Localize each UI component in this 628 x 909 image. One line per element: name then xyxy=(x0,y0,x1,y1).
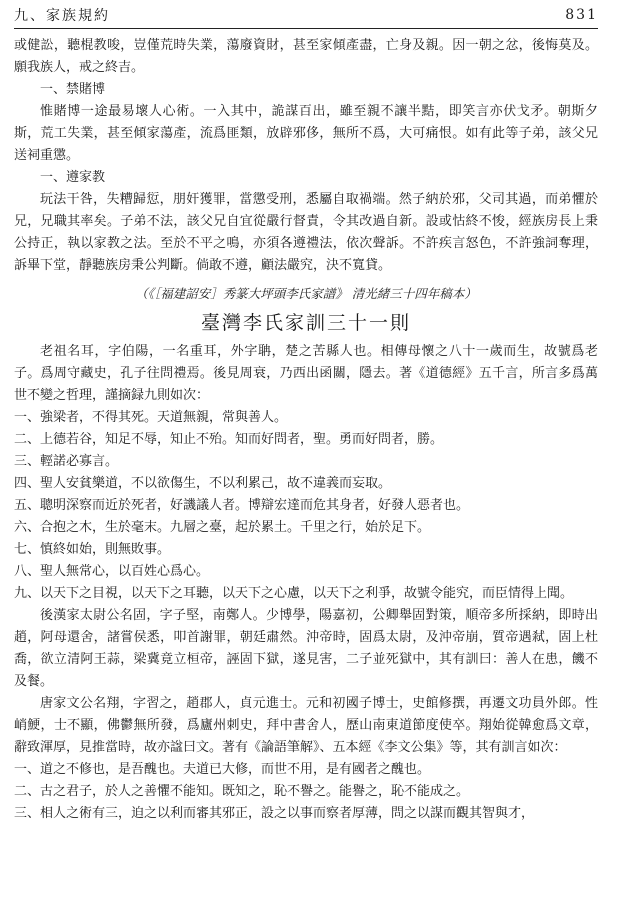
list-item: 二、上德若谷，知足不辱，知止不殆。知而好問者，聖。勇而好問者，勝。 xyxy=(14,432,444,447)
list-item: 四、聖人安貧樂道，不以欲傷生，不以利累己，故不違義而妄取。 xyxy=(14,476,392,491)
paragraph: 玩法干咎，失糟歸愆，朋奸獲罪，當懲受刑，悉屬自取禍端。然子納於邪，父司其過，而弟懼於兄，兄職其率矣。子弟不法，該父兄自宜從嚴行督責，令其改過自新。設或怙終不悛，經族房長上秉公持正，執以家教之法。至於不平之鳴，亦須各遵禮法，依次聲訴。不許疾言怒色，不許強詞奪理，訴畢下堂，靜聽族房秉公判斷。倘敢不遵，顧法嚴究，決不寬貸。 xyxy=(14,192,598,273)
page-number: 831 xyxy=(565,7,598,23)
paragraph: 唐家文公名翔，字習之，趙郡人，貞元進士。元和初國子博士，史館修撰，再遷文功員外郎。性峭鯁，士不顯，佛鬱無所發，爲廬州刺史，拜中書舍人，歷山南東道節度使卒。翔始從韓愈爲文章，辭致渾厚，見推當時，故亦諡曰文。著有《論語筆解》、五本經《李文公集》等，其有訓言如次： xyxy=(14,696,598,755)
body-text xyxy=(14,35,598,825)
section-header: 九、家族規約 xyxy=(14,8,110,24)
list-item: 一、強梁者，不得其死。天道無親，常與善人。 xyxy=(14,410,288,425)
section-title: 臺灣李氏家訓三十一則 xyxy=(200,312,411,334)
running-header xyxy=(14,4,598,26)
list-item: 八、聖人無常心，以百姓心爲心。 xyxy=(14,564,210,579)
rule-heading: 一、禁賭博 xyxy=(40,82,106,97)
list-item: 一、道之不修也，是吾醜也。夫道已大修，而世不用，是有國者之醜也。 xyxy=(14,762,431,777)
paragraph: 惟賭博一途最易壞人心術。一入其中，詭謀百出，雖至親不讓半黠，即笑言亦伏戈矛。朝斯夕斯，荒工失業，甚至傾家蕩產，流爲匪類，放辟邪侈，無所不爲，大可痛恨。如有此等子弟，該父兄送祠重懲。 xyxy=(14,104,598,163)
list-item: 七、慎終如始，則無敗事。 xyxy=(14,542,171,557)
source-citation: （《［福建詔安］秀篆大坪頭李氏家譜》 清光緒三十四年稿本） xyxy=(135,286,477,301)
list-item: 三、相人之術有三，迫之以利而審其邪正，設之以事而察者厚薄，問之以謀而觀其智與才， xyxy=(14,806,535,821)
paragraph: 後漢家太尉公名固，字子堅，南鄭人。少博學，陽嘉初，公卿舉固對策，順帝多所採納，即時出趙，阿母還舍，諸嘗侯悉，叩首謝罪，朝廷肅然。沖帝時，固爲太尉，及沖帝崩，質帝遇弒，固上杜喬，欲立清阿王蒜，梁冀竟立桓帝，誣固下獄，遂見害，二子並死獄中，其有訓曰：善人在患，饑不及餐。 xyxy=(14,608,598,689)
list-item: 三、輕諾必寡言。 xyxy=(14,454,119,469)
paragraph: 老祖名耳，字伯陽，一名重耳，外字聃，楚之苦縣人也。相傳母懷之八十一歲而生，故號爲老子。爲周守藏史，孔子往問禮焉。後見周衰，乃西出函關，隱去。著《道德經》五千言，所言多爲萬世不變之哲理，謹摘録九則如次： xyxy=(14,344,598,403)
paragraph: 或健訟，聽棍教唆，豈僅荒時失業，蕩廢資財，甚至家傾產盡，亡身及親。因一朝之忿，後悔莫及。願我族人，戒之終吉。 xyxy=(14,38,598,75)
list-item: 五、聰明深察而近於死者，好譏議人者。博辯宏達而危其身者，好發人惡者也。 xyxy=(14,498,470,513)
list-item: 二、古之君子，於人之善懼不能知。既知之，恥不譽之。能譽之，恥不能成之。 xyxy=(14,784,470,799)
header-rule xyxy=(14,28,598,29)
rule-heading: 一、遵家教 xyxy=(40,170,106,185)
list-item: 六、合抱之木，生於毫末。九層之臺，起於累土。千里之行，始於足下。 xyxy=(14,520,431,535)
list-item: 九、以天下之目視，以天下之耳聽，以天下之心慮，以天下之利爭，故號令能究，而臣情得上聞。 xyxy=(14,586,574,601)
